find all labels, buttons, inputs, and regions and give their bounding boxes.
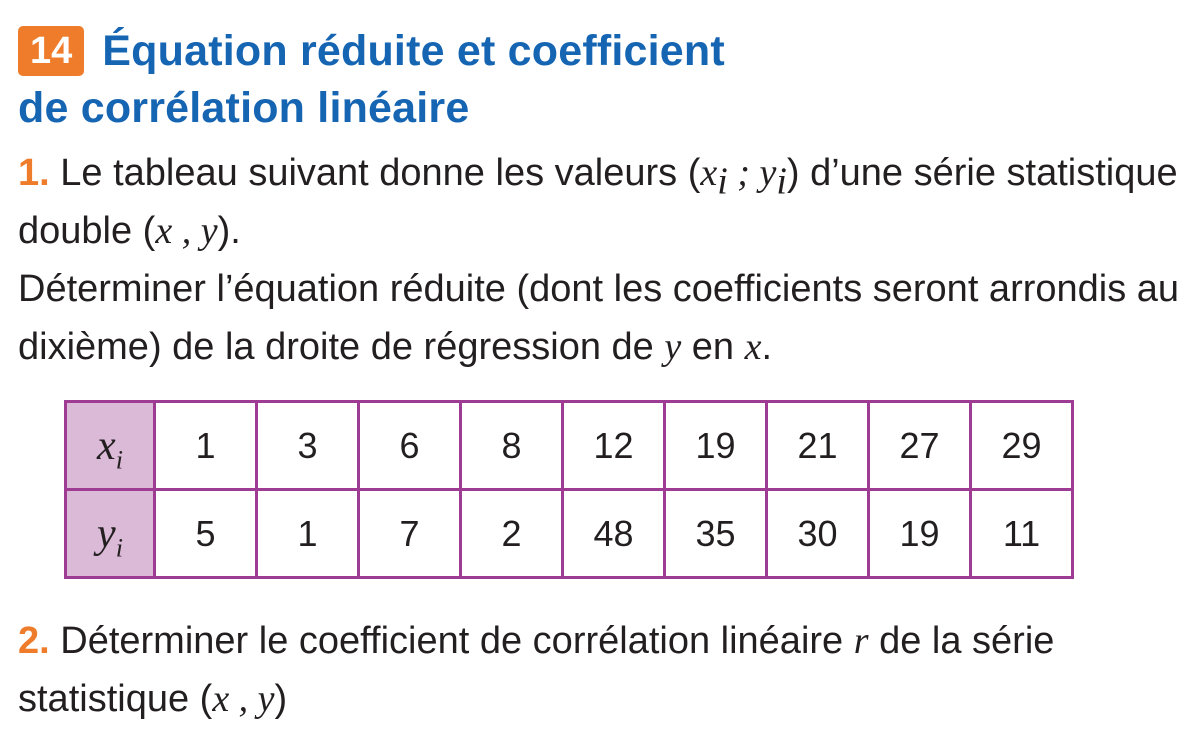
question-1-text-b: ) d’une série statistique double ( (18, 152, 1178, 252)
question-2-number: 2. (18, 620, 50, 662)
var-x: x (744, 326, 762, 368)
y-value-cell: 35 (665, 490, 767, 578)
sub-i: i (776, 160, 787, 203)
x-value-cell: 3 (257, 402, 359, 490)
question-1-line-2-mid: en (681, 326, 745, 368)
question-1-line-2: Déterminer l’équation réduite (dont les coefficients seront arrondis au dixième) de la droite de régression de (18, 268, 1180, 368)
table-row-y (66, 490, 1073, 578)
x-header-sub: i (115, 444, 123, 474)
question-1-text-c: ). (217, 210, 241, 252)
pair-xy: x , y (212, 678, 275, 720)
x-value-cell: 6 (359, 402, 461, 490)
question-2-text-b: de la série statistique ( (18, 620, 1055, 720)
table-row-x (66, 402, 1073, 490)
pair-xy: x , y (155, 210, 218, 252)
x-value-cell: 12 (563, 402, 665, 490)
x-header-cell (66, 402, 155, 490)
x-value-cell: 8 (461, 402, 563, 490)
question-2-text-c: ) (274, 678, 288, 720)
y-value-cell: 11 (971, 490, 1073, 578)
title-line-1 (18, 22, 1178, 80)
x-value-cell: 29 (971, 402, 1073, 490)
sub-i: i (717, 160, 728, 203)
y-value-cell: 48 (563, 490, 665, 578)
x-value-cell: 19 (665, 402, 767, 490)
question-2-text-a: Déterminer le coefficient de corrélation linéaire (49, 620, 854, 662)
x-value-cell: 1 (155, 402, 257, 490)
y-value-cell: 5 (155, 490, 257, 578)
question-1 (18, 144, 1183, 376)
y-value-cell: 2 (461, 490, 563, 578)
y-header: y (97, 510, 116, 557)
var-x: x (700, 152, 718, 194)
question-1-number: 1. (18, 152, 50, 194)
question-1-text-a: Le tableau suivant donne les valeurs ( (49, 152, 701, 194)
exercise-title-line-1: Équation réduite et coefficient (102, 27, 725, 75)
y-header-cell (66, 490, 155, 578)
exercise-title-line-2: de corrélation linéaire (18, 84, 470, 132)
var-y: y (759, 152, 777, 194)
var-y: y (664, 326, 682, 368)
question-1-line-2-end: . (761, 326, 773, 368)
y-header-sub: i (115, 532, 123, 562)
x-value-cell: 27 (869, 402, 971, 490)
x-value-cell: 21 (767, 402, 869, 490)
exercise-header (18, 22, 1178, 135)
y-value-cell: 30 (767, 490, 869, 578)
question-2 (18, 612, 1183, 728)
var-r: r (853, 620, 869, 662)
y-value-cell: 1 (257, 490, 359, 578)
y-value-cell: 19 (869, 490, 971, 578)
separator: ; (727, 152, 760, 194)
data-table (64, 400, 1074, 579)
exercise-number-badge: 14 (18, 26, 84, 76)
y-value-cell: 7 (359, 490, 461, 578)
x-header: x (97, 422, 116, 469)
